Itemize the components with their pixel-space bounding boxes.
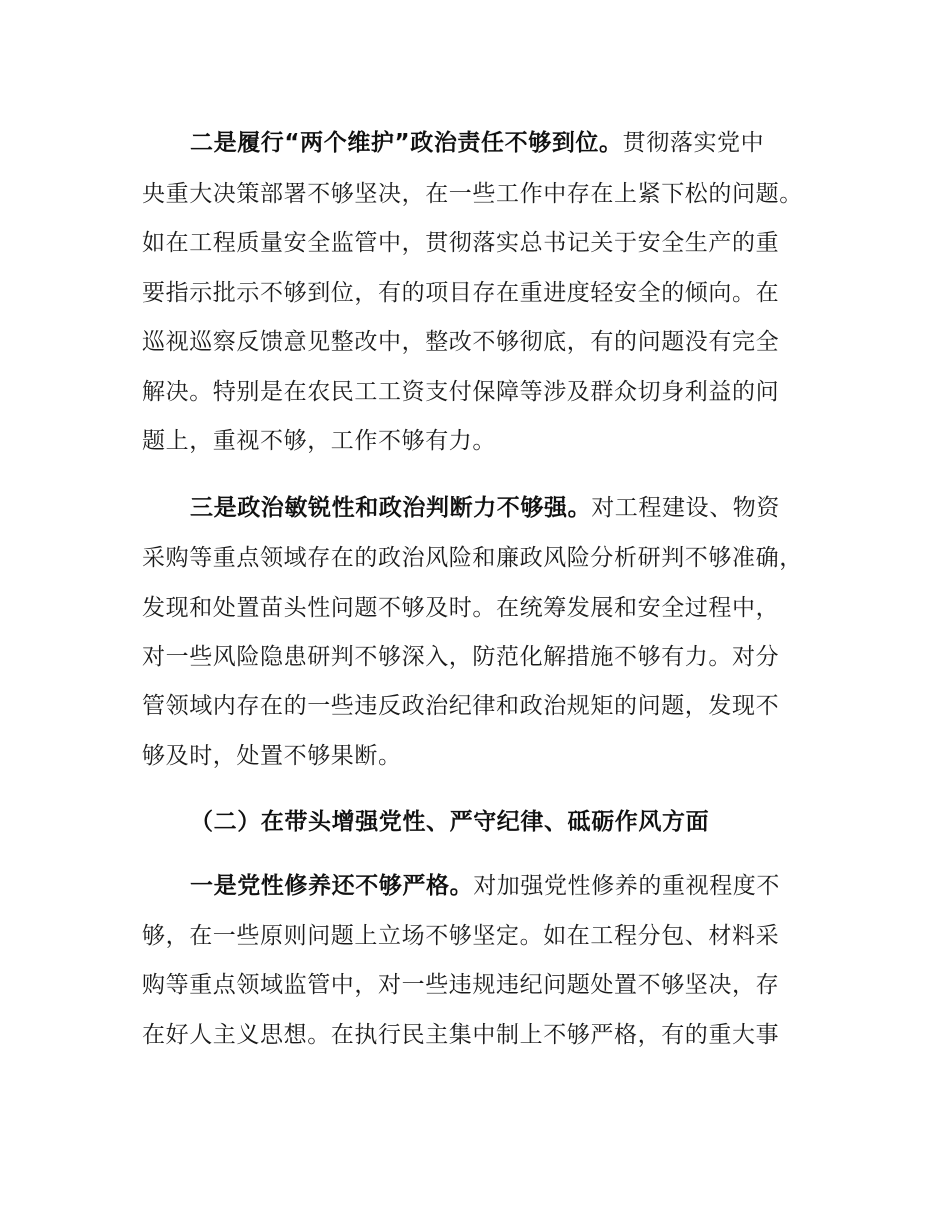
paragraph-1-line-4: 要指示批示不够到位，有的项目存在重进度轻安全的倾向。在 [142, 280, 780, 306]
paragraph-3-line-4: 在好人主义思想。在执行民主集中制上不够严格，有的重大事 [142, 1022, 780, 1048]
paragraph-2-line-4: 对一些风险隐患研判不够深入，防范化解措施不够有力。对分 [142, 644, 780, 670]
paragraph-1-line-3: 如在工程质量安全监管中，贯彻落实总书记关于安全生产的重 [142, 230, 780, 256]
paragraph-2-line-3: 发现和处置苗头性问题不够及时。在统筹发展和安全过程中， [142, 595, 780, 621]
paragraph-3-text: 对加强党性修养的重视程度不 [473, 873, 781, 899]
paragraph-2-line-6: 够及时，处置不够果断。 [142, 743, 402, 769]
paragraph-2-line-1 [190, 493, 830, 523]
paragraph-3-line-3: 购等重点领域监管中，对一些违规违纪问题处置不够坚决，存 [142, 972, 780, 998]
section-heading [190, 807, 830, 837]
paragraph-2-lead: 三是政治敏锐性和政治判断力不够强。 [190, 495, 592, 521]
paragraph-3-line-1 [190, 871, 830, 901]
paragraph-2-text: 对工程建设、物资 [591, 495, 781, 521]
paragraph-3-line-2: 够，在一些原则问题上立场不够坚定。如在工程分包、材料采 [142, 923, 780, 949]
section-heading-text: （二）在带头增强党性、严守纪律、砥砺作风方面 [190, 809, 710, 835]
paragraph-1-text: 贯彻落实党中 [622, 130, 765, 156]
paragraph-2-line-5: 管领域内存在的一些违反政治纪律和政治规矩的问题，发现不 [142, 693, 780, 719]
paragraph-2-line-2: 采购等重点领域存在的政治风险和廉政风险分析研判不够准确， [142, 545, 803, 571]
paragraph-1-line-1 [190, 128, 830, 158]
paragraph-1-line-2: 央重大决策部署不够坚决，在一些工作中存在上紧下松的问题。 [142, 181, 803, 207]
paragraph-1-line-6: 解决。特别是在农民工工资支付保障等涉及群众切身利益的问 [142, 379, 780, 405]
paragraph-1-lead: 二是履行“两个维护”政治责任不够到位。 [190, 130, 623, 156]
paragraph-1-line-7: 题上，重视不够，工作不够有力。 [142, 428, 496, 454]
paragraph-3-lead: 一是党性修养还不够严格。 [190, 873, 474, 899]
paragraph-1-line-5: 巡视巡察反馈意见整改中，整改不够彻底，有的问题没有完全 [142, 329, 780, 355]
